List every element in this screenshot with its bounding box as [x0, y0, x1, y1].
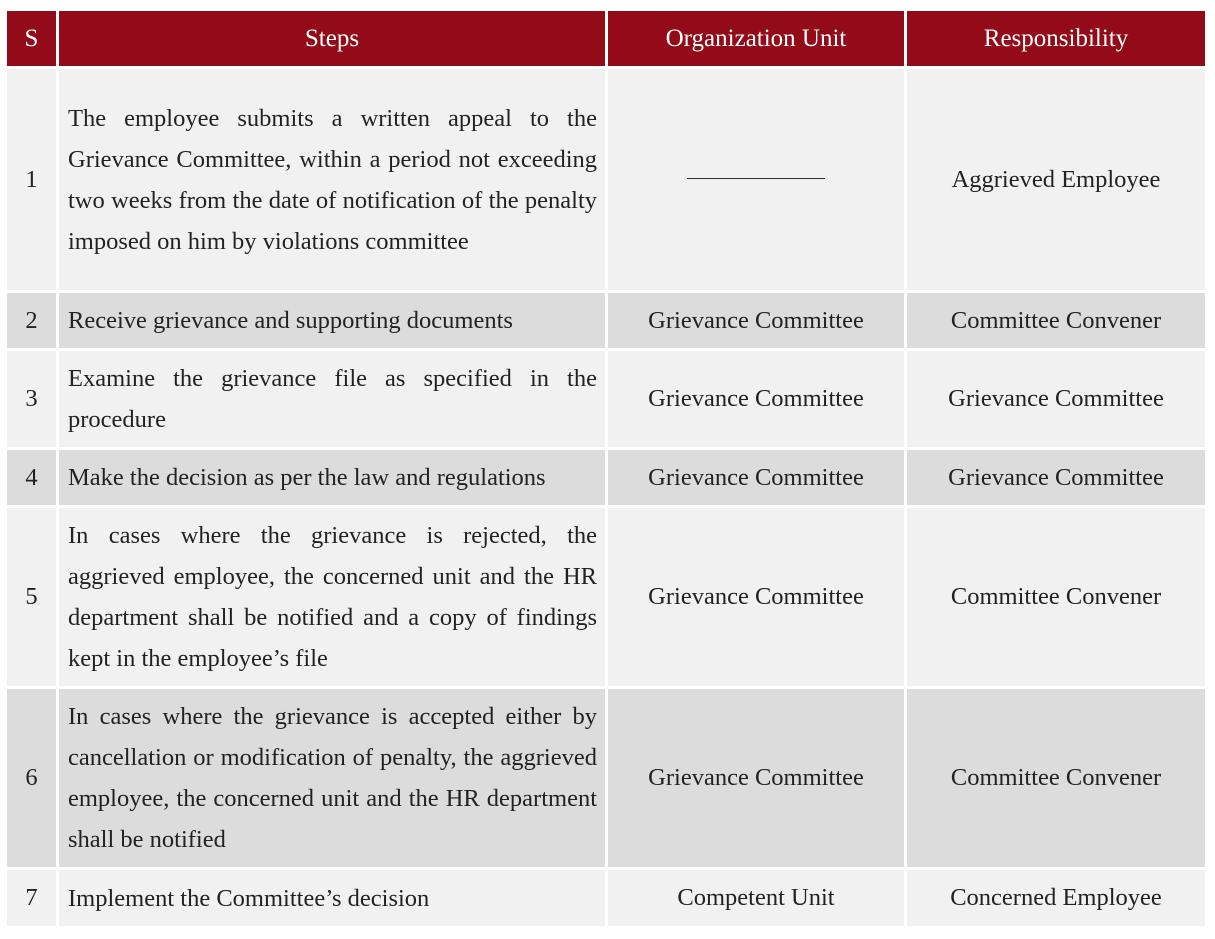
step-number: 6: [7, 689, 56, 867]
step-number: 4: [7, 450, 56, 505]
table-row: [7, 689, 1205, 867]
step-description: Implement the Committee’s decision: [59, 870, 605, 926]
header-organization-unit: Organization Unit: [608, 11, 904, 66]
table-row: [7, 351, 1205, 447]
responsibility-cell: Concerned Employee: [907, 870, 1205, 926]
step-number: 1: [7, 69, 56, 290]
responsibility-cell: Committee Convener: [907, 508, 1205, 686]
step-number: 3: [7, 351, 56, 447]
responsibility-cell: Grievance Committee: [907, 351, 1205, 447]
organization-unit-cell: Grievance Committee: [608, 351, 904, 447]
responsibility-cell: Aggrieved Employee: [907, 69, 1205, 290]
organization-unit-cell: Grievance Committee: [608, 450, 904, 505]
responsibility-cell: Grievance Committee: [907, 450, 1205, 505]
step-description: In cases where the grievance is accepted either by cancellation or modification of penalty, the aggrieved employee, the concerned unit and the HR department shall be notified: [59, 689, 605, 867]
step-number: 7: [7, 870, 56, 926]
header-s: S: [7, 11, 56, 66]
step-description: In cases where the grievance is rejected, the aggrieved employee, the concerned unit and the HR department shall be notified and a copy of findings kept in the employee’s file: [59, 508, 605, 686]
step-number: 5: [7, 508, 56, 686]
organization-unit-cell: [608, 69, 904, 290]
responsibility-cell: Committee Convener: [907, 689, 1205, 867]
step-description: Receive grievance and supporting documents: [59, 293, 605, 348]
header-responsibility: Responsibility: [907, 11, 1205, 66]
step-description: Make the decision as per the law and regulations: [59, 450, 605, 505]
organization-unit-cell: Competent Unit: [608, 870, 904, 926]
table-row: [7, 870, 1205, 926]
responsibility-cell: Committee Convener: [907, 293, 1205, 348]
organization-unit-cell: Grievance Committee: [608, 689, 904, 867]
organization-unit-cell: Grievance Committee: [608, 508, 904, 686]
step-description: Examine the grievance file as specified in the procedure: [59, 351, 605, 447]
header-steps: Steps: [59, 11, 605, 66]
table-header-row: [7, 11, 1205, 66]
table-row: [7, 508, 1205, 686]
grievance-procedure-table: [4, 8, 1208, 929]
table-row: [7, 450, 1205, 505]
table-row: [7, 293, 1205, 348]
table-row: [7, 69, 1205, 290]
step-description: The employee submits a written appeal to the Grievance Committee, within a period not exceeding two weeks from the date of notification of the penalty imposed on him by violations committee: [59, 69, 605, 290]
organization-unit-cell: Grievance Committee: [608, 293, 904, 348]
step-number: 2: [7, 293, 56, 348]
empty-dash: [687, 178, 825, 179]
